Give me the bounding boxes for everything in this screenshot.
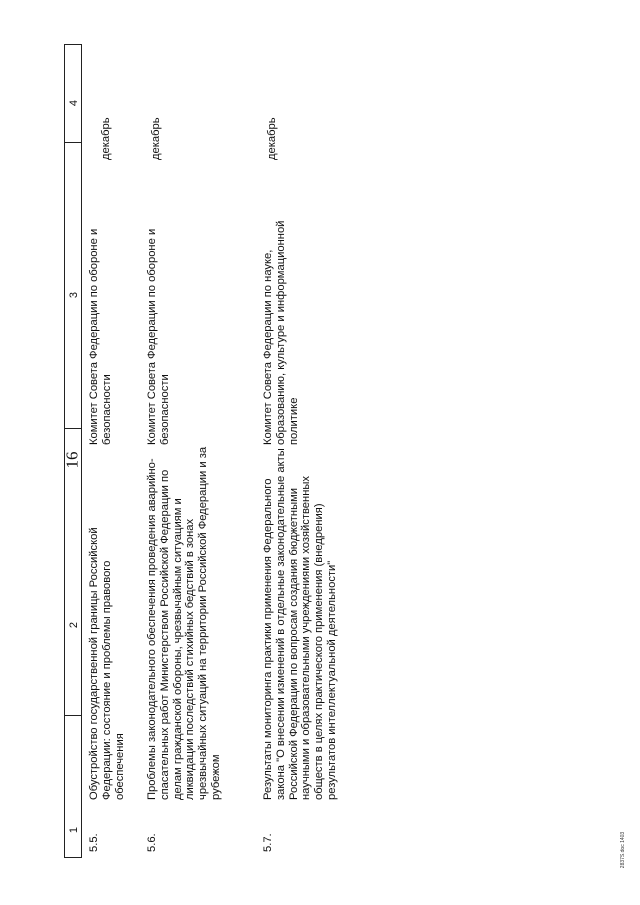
header-divider <box>64 428 82 429</box>
header-divider <box>64 142 82 143</box>
header-col-1: 1 <box>68 826 80 834</box>
row-term: декабрь <box>266 117 278 160</box>
row-issue: Обустройство государственной границы Российской Федерации: состояние и проблемы правового обеспечения <box>88 527 126 800</box>
row-term: декабрь <box>150 117 162 160</box>
header-divider <box>64 715 82 716</box>
row-term: декабрь <box>100 117 112 160</box>
page-number: 16 <box>62 451 81 469</box>
row-issue: Результаты мониторинга практики применения Федерального закона "О внесении изменений в отдельные законодательные акты Российской Федерации по вопросам создания бюджетными научными и образовательными учреждениями хозяйственных обществ в целях практического применения (внедрения) результатов интеллектуальной деятельности" <box>262 448 338 800</box>
row-number: 5.7. <box>262 833 274 852</box>
row-committee: Комитет Совета Федерации по обороне и безопасности <box>88 228 113 445</box>
header-col-4: 4 <box>68 99 80 107</box>
document-code: 2837S.doc 1403 <box>620 831 627 869</box>
row-number: 5.6. <box>146 833 158 852</box>
header-col-3: 3 <box>68 291 80 299</box>
header-col-2: 2 <box>68 621 80 629</box>
row-issue: Проблемы законодательного обеспечения проведения аварийно-спасательных работ Министерством Российской Федерации по делам гражданской обороны, чрезвычайным ситуациям и ликвидации последствий стихийных бедствий в зонах чрезвычайных ситуаций на территории Российской Федерации и за рубежом <box>146 446 222 800</box>
row-number: 5.5. <box>88 833 100 852</box>
row-committee: Комитет Совета Федерации по обороне и безопасности <box>146 228 171 445</box>
table-header <box>64 44 82 858</box>
row-committee: Комитет Совета Федерации по науке, образованию, культуре и информационной политике <box>262 220 300 445</box>
